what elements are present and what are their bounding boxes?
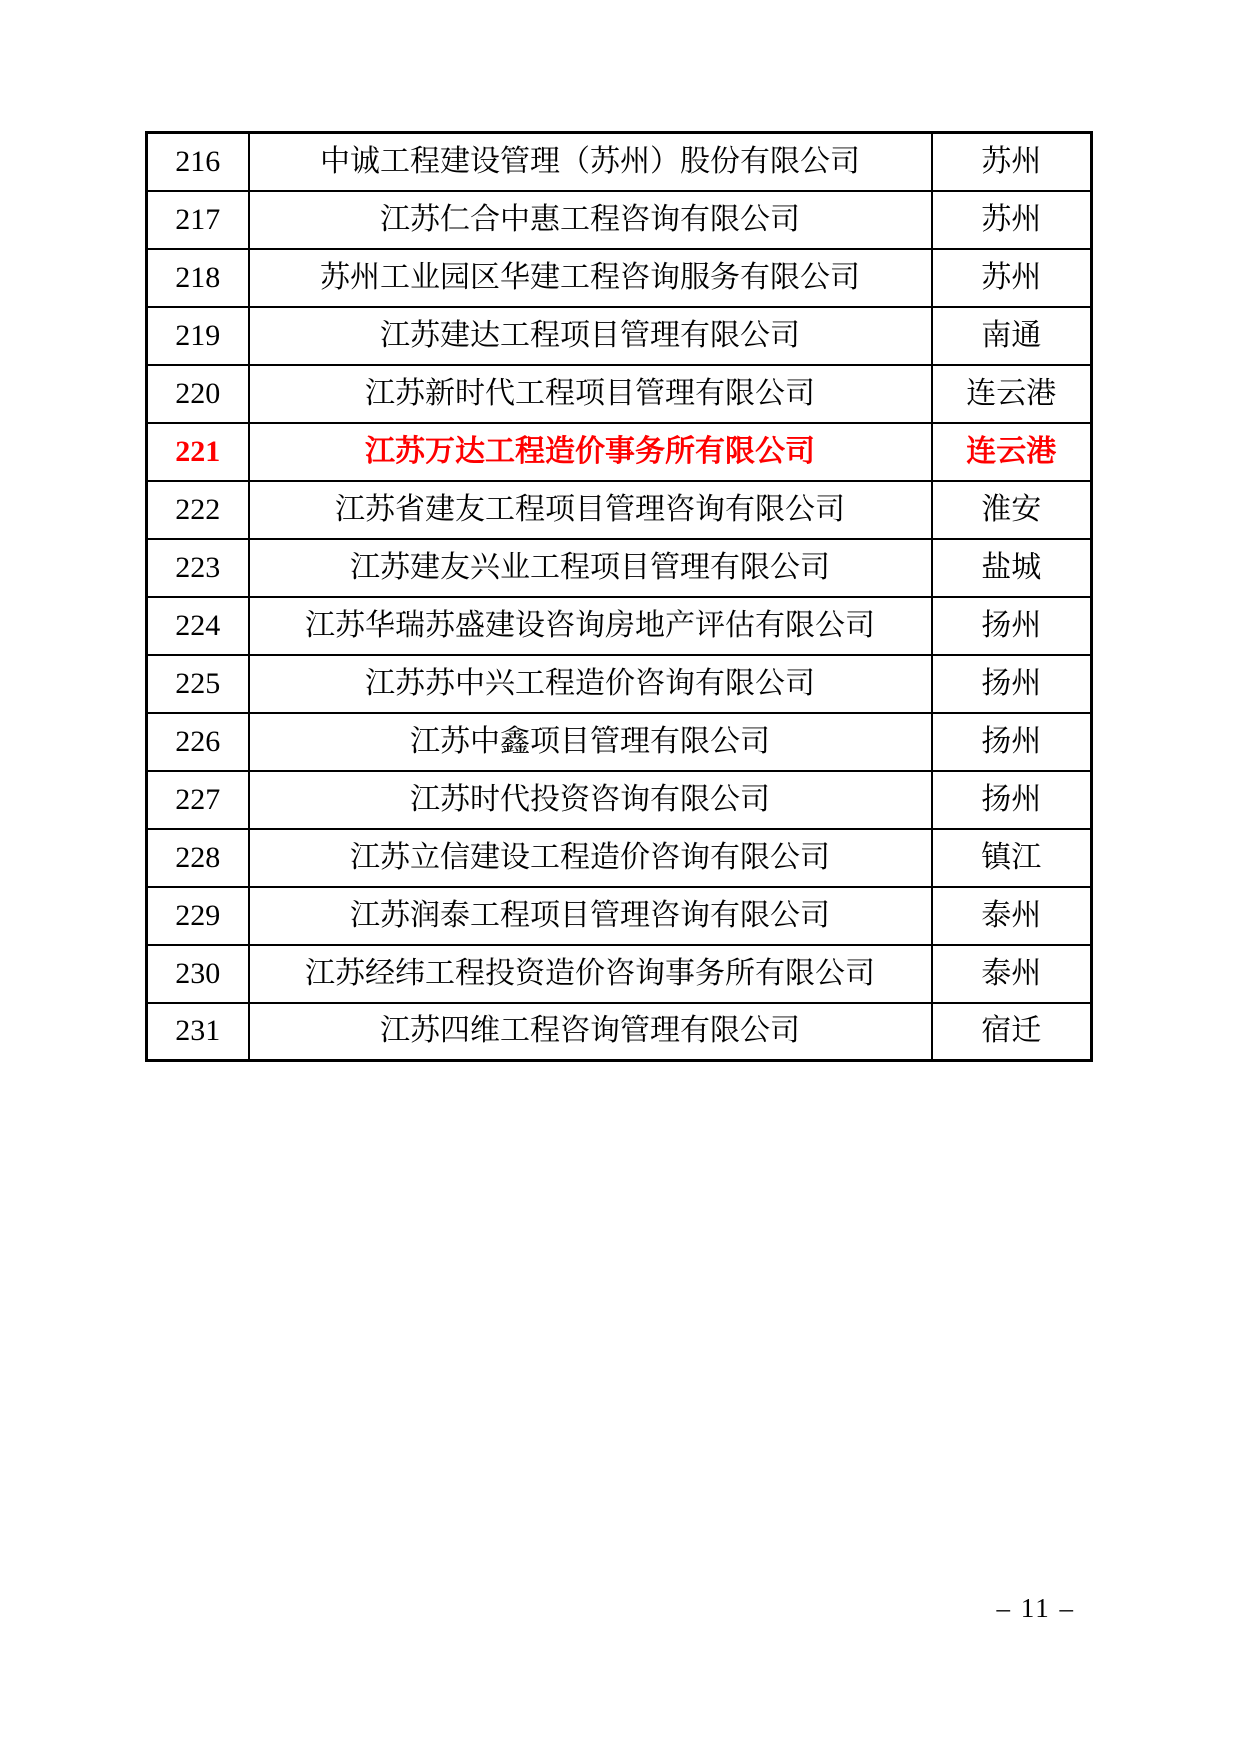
city-cell: 南通: [932, 307, 1092, 365]
row-number-cell: 228: [147, 829, 249, 887]
company-list-table: [145, 131, 1093, 1062]
company-name-cell: 中诚工程建设管理（苏州）股份有限公司: [249, 133, 932, 191]
row-number-cell: 217: [147, 191, 249, 249]
table-row: [147, 481, 1092, 539]
company-name-cell: 江苏经纬工程投资造价咨询事务所有限公司: [249, 945, 932, 1003]
city-cell: 苏州: [932, 249, 1092, 307]
table-row: [147, 365, 1092, 423]
company-name-cell: 江苏华瑞苏盛建设咨询房地产评估有限公司: [249, 597, 932, 655]
company-name-cell: 江苏省建友工程项目管理咨询有限公司: [249, 481, 932, 539]
row-number-cell: 221: [147, 423, 249, 481]
table-row: [147, 597, 1092, 655]
company-name-cell: 江苏润泰工程项目管理咨询有限公司: [249, 887, 932, 945]
city-cell: 苏州: [932, 191, 1092, 249]
row-number-cell: 220: [147, 365, 249, 423]
table-row: [147, 191, 1092, 249]
city-cell: 泰州: [932, 945, 1092, 1003]
table-row: [147, 133, 1092, 191]
row-number-cell: 225: [147, 655, 249, 713]
row-number-cell: 227: [147, 771, 249, 829]
row-number-cell: 231: [147, 1003, 249, 1061]
city-cell: 宿迁: [932, 1003, 1092, 1061]
company-name-cell: 江苏立信建设工程造价咨询有限公司: [249, 829, 932, 887]
company-name-cell: 江苏建友兴业工程项目管理有限公司: [249, 539, 932, 597]
row-number-cell: 216: [147, 133, 249, 191]
company-name-cell: 江苏万达工程造价事务所有限公司: [249, 423, 932, 481]
table-row: [147, 249, 1092, 307]
company-name-cell: 江苏新时代工程项目管理有限公司: [249, 365, 932, 423]
company-name-cell: 江苏时代投资咨询有限公司: [249, 771, 932, 829]
city-cell: 连云港: [932, 365, 1092, 423]
city-cell: 苏州: [932, 133, 1092, 191]
table-row: [147, 423, 1092, 481]
city-cell: 淮安: [932, 481, 1092, 539]
city-cell: 扬州: [932, 597, 1092, 655]
city-cell: 连云港: [932, 423, 1092, 481]
company-table-body: [147, 133, 1092, 1061]
table-row: [147, 829, 1092, 887]
company-name-cell: 江苏四维工程咨询管理有限公司: [249, 1003, 932, 1061]
row-number-cell: 223: [147, 539, 249, 597]
row-number-cell: 230: [147, 945, 249, 1003]
city-cell: 扬州: [932, 655, 1092, 713]
table-row: [147, 945, 1092, 1003]
table-row: [147, 887, 1092, 945]
city-cell: 盐城: [932, 539, 1092, 597]
table-row: [147, 1003, 1092, 1061]
company-name-cell: 苏州工业园区华建工程咨询服务有限公司: [249, 249, 932, 307]
row-number-cell: 222: [147, 481, 249, 539]
table-row: [147, 771, 1092, 829]
row-number-cell: 224: [147, 597, 249, 655]
company-name-cell: 江苏仁合中惠工程咨询有限公司: [249, 191, 932, 249]
row-number-cell: 226: [147, 713, 249, 771]
city-cell: 扬州: [932, 771, 1092, 829]
table-row: [147, 713, 1092, 771]
company-name-cell: 江苏中鑫项目管理有限公司: [249, 713, 932, 771]
company-name-cell: 江苏建达工程项目管理有限公司: [249, 307, 932, 365]
table-row: [147, 655, 1092, 713]
table-row: [147, 539, 1092, 597]
city-cell: 泰州: [932, 887, 1092, 945]
page-number: – 11 –: [996, 1593, 1075, 1623]
row-number-cell: 219: [147, 307, 249, 365]
table-row: [147, 307, 1092, 365]
row-number-cell: 229: [147, 887, 249, 945]
city-cell: 镇江: [932, 829, 1092, 887]
row-number-cell: 218: [147, 249, 249, 307]
city-cell: 扬州: [932, 713, 1092, 771]
company-name-cell: 江苏苏中兴工程造价咨询有限公司: [249, 655, 932, 713]
